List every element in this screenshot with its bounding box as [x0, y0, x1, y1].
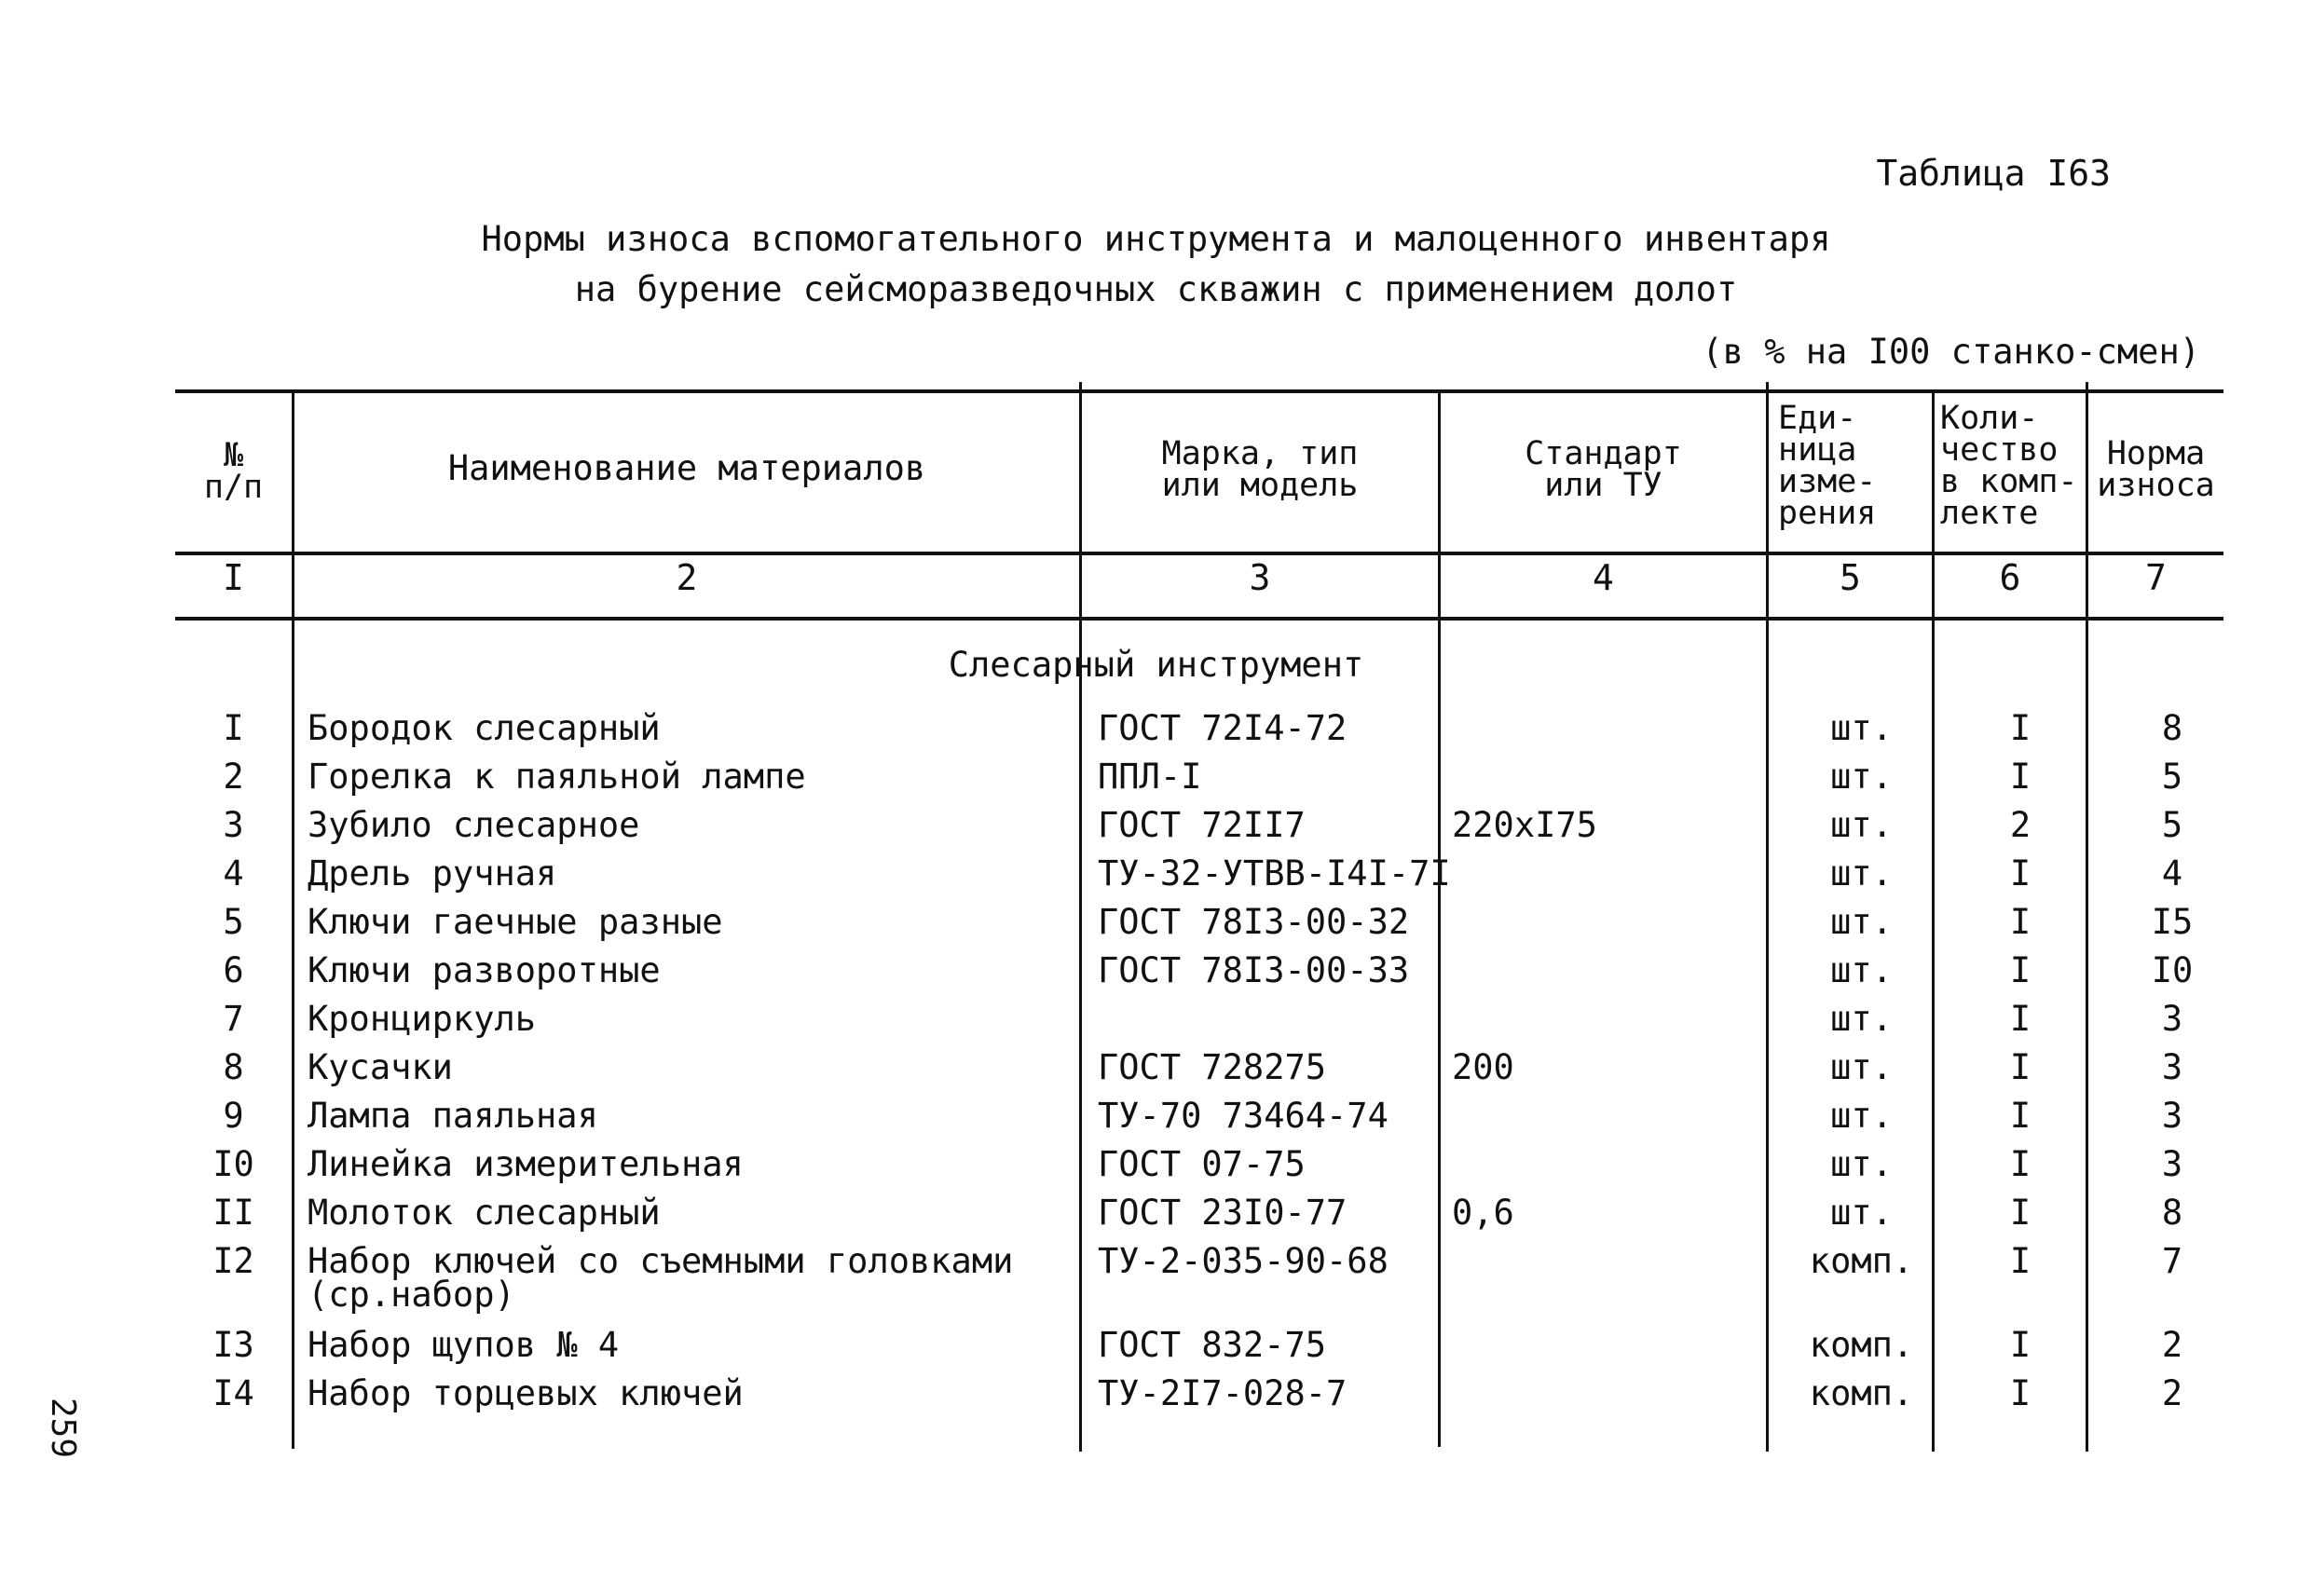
row-mark: ТУ-32-УТВВ-I4I-7I — [1098, 853, 1451, 893]
row-unit: шт. — [1830, 757, 1893, 797]
row-material-name: Горелка к паяльной лампе — [308, 757, 806, 797]
table-row — [0, 758, 2312, 807]
row-material-name: Набор ключей со съемными головками — [308, 1241, 1014, 1281]
table-row — [0, 1243, 2312, 1323]
row-mark: ГОСТ 78I3-00-32 — [1098, 902, 1410, 942]
row-quantity: I — [2009, 902, 2032, 942]
row-unit: шт. — [1830, 950, 1893, 990]
row-mark: ГОСТ 07-75 — [1098, 1144, 1306, 1184]
row-unit: комп. — [1809, 1241, 1914, 1281]
header-unit-line3: изме- — [1778, 463, 1877, 500]
column-number-6: 6 — [1999, 557, 2021, 598]
row-mark: ГОСТ 23I0-77 — [1098, 1193, 1348, 1233]
row-wear-norm: 3 — [2161, 1096, 2183, 1136]
row-quantity: I — [2009, 1241, 2032, 1281]
row-wear-norm: 5 — [2161, 805, 2183, 845]
row-number: I2 — [212, 1241, 254, 1281]
row-wear-norm: I0 — [2151, 950, 2194, 990]
row-standard: 220хI75 — [1452, 805, 1597, 845]
table-row — [0, 904, 2312, 952]
row-material-name-continued: (ср.набор) — [308, 1275, 515, 1315]
table-row — [0, 1194, 2312, 1243]
row-standard: 0,6 — [1452, 1193, 1514, 1233]
row-material-name: Молоток слесарный — [308, 1193, 661, 1233]
row-number: 4 — [223, 853, 244, 893]
header-bottom-rule — [175, 552, 2223, 555]
column-number-3: 3 — [1249, 557, 1271, 598]
header-number-line2: п/п — [203, 469, 264, 506]
table-heading-line2: на бурение сейсморазведочных скважин с применением долот — [574, 269, 1738, 309]
header-standard-line1: Стандарт — [1525, 435, 1682, 472]
table-row — [0, 1146, 2312, 1194]
row-mark: ТУ-2I7-028-7 — [1098, 1373, 1348, 1413]
row-wear-norm: 7 — [2161, 1241, 2183, 1281]
row-material-name: Набор торцевых ключей — [308, 1373, 744, 1413]
row-quantity: I — [2009, 1144, 2032, 1184]
header-standard-line2: или ТУ — [1544, 467, 1662, 504]
row-material-name: Бородок слесарный — [308, 708, 661, 748]
row-unit: шт. — [1830, 805, 1893, 845]
table-row — [0, 855, 2312, 904]
row-quantity: I — [2009, 1047, 2032, 1087]
row-unit: шт. — [1830, 1096, 1893, 1136]
row-unit: комп. — [1809, 1373, 1914, 1413]
header-unit — [1778, 400, 1877, 532]
header-norm-line2: износа — [2097, 467, 2215, 504]
header-norm-line1: Норма — [2106, 435, 2206, 472]
header-mark-line1: Марка, тип — [1161, 435, 1359, 472]
table-heading-line1: Нормы износа вспомогательного инструмента и малоценного инвентаря — [481, 219, 1831, 259]
header-quantity-line2: чество — [1940, 431, 2059, 469]
row-number: 7 — [223, 999, 244, 1039]
row-quantity: I — [2009, 708, 2032, 748]
column-number-2: 2 — [676, 557, 698, 598]
row-quantity: I — [2009, 1325, 2032, 1365]
row-mark: ТУ-2-035-90-68 — [1098, 1241, 1389, 1281]
row-material-name: Набор щупов № 4 — [308, 1325, 620, 1365]
row-material-name: Зубило слесарное — [308, 805, 640, 845]
row-mark: ГОСТ 832-75 — [1098, 1325, 1327, 1365]
row-material-name: Кронциркуль — [308, 999, 537, 1039]
header-quantity-line4: лекте — [1940, 495, 2039, 532]
header-quantity-line3: в комп- — [1940, 463, 2078, 500]
row-material-name: Линейка измерительная — [308, 1144, 744, 1184]
column-number-4: 4 — [1593, 557, 1614, 598]
table-row — [0, 807, 2312, 855]
header-number — [175, 437, 292, 506]
row-mark: ГОСТ 728275 — [1098, 1047, 1327, 1087]
row-number: 5 — [223, 902, 244, 942]
row-quantity: I — [2009, 757, 2032, 797]
header-unit-line1: Еди- — [1778, 400, 1857, 437]
row-material-name: Лампа паяльная — [308, 1096, 598, 1136]
row-unit: шт. — [1830, 708, 1893, 748]
row-wear-norm: 3 — [2161, 999, 2183, 1039]
column-numbers-rule — [175, 617, 2223, 621]
header-wear-norm — [2088, 435, 2223, 504]
row-number: I3 — [212, 1325, 254, 1365]
table-label: Таблица I63 — [1876, 153, 2111, 194]
row-material-name: Ключи гаечные разные — [308, 902, 723, 942]
row-material-name: Дрель ручная — [308, 853, 557, 893]
row-wear-norm: 5 — [2161, 757, 2183, 797]
header-standard — [1441, 435, 1766, 504]
row-mark: ГОСТ 78I3-00-33 — [1098, 950, 1410, 990]
table-row — [0, 710, 2312, 758]
table-row — [0, 1001, 2312, 1049]
row-unit: шт. — [1830, 1047, 1893, 1087]
header-material-name: Наименование материалов — [447, 448, 926, 488]
section-title: Слесарный инструмент — [948, 645, 1364, 685]
row-quantity: I — [2009, 1096, 2032, 1136]
row-unit: шт. — [1830, 999, 1893, 1039]
row-mark: ГОСТ 72II7 — [1098, 805, 1306, 845]
header-number-line1: № — [223, 437, 244, 474]
units-note: (в % на I00 станко-смен) — [1702, 332, 2200, 372]
table-row — [0, 952, 2312, 1001]
row-wear-norm: I5 — [2151, 902, 2194, 942]
row-quantity: I — [2009, 853, 2032, 893]
row-quantity: I — [2009, 1193, 2032, 1233]
row-number: I4 — [212, 1373, 254, 1413]
row-number: 2 — [223, 757, 244, 797]
row-number: 8 — [223, 1047, 244, 1087]
header-unit-line2: ница — [1778, 431, 1857, 469]
row-unit: шт. — [1830, 853, 1893, 893]
row-quantity: I — [2009, 999, 2032, 1039]
row-wear-norm: 3 — [2161, 1144, 2183, 1184]
row-number: 9 — [223, 1096, 244, 1136]
row-unit: шт. — [1830, 1144, 1893, 1184]
row-wear-norm: 3 — [2161, 1047, 2183, 1087]
row-mark: ППЛ-I — [1098, 757, 1202, 797]
row-unit: шт. — [1830, 1193, 1893, 1233]
row-wear-norm: 2 — [2161, 1373, 2183, 1413]
row-number: 3 — [223, 805, 244, 845]
header-quantity-line1: Коли- — [1940, 400, 2039, 437]
row-quantity: I — [2009, 950, 2032, 990]
table-row — [0, 1049, 2312, 1098]
header-mark-line2: или модель — [1161, 467, 1359, 504]
row-material-name: Кусачки — [308, 1047, 453, 1087]
row-number: II — [212, 1193, 254, 1233]
row-number: I — [223, 708, 244, 748]
row-mark: ТУ-70 73464-74 — [1098, 1096, 1389, 1136]
header-quantity — [1940, 400, 2078, 532]
row-standard: 200 — [1452, 1047, 1514, 1087]
table-top-rule — [175, 389, 2223, 393]
row-wear-norm: 2 — [2161, 1325, 2183, 1365]
row-wear-norm: 8 — [2161, 708, 2183, 748]
row-number: 6 — [223, 950, 244, 990]
row-mark: ГОСТ 72I4-72 — [1098, 708, 1348, 748]
column-number-1: I — [223, 557, 244, 598]
page-number: 259 — [44, 1398, 82, 1459]
row-wear-norm: 8 — [2161, 1193, 2183, 1233]
header-mark-type — [1082, 435, 1438, 504]
row-wear-norm: 4 — [2161, 853, 2183, 893]
table-row — [0, 1098, 2312, 1146]
column-number-5: 5 — [1840, 557, 1861, 598]
row-unit: шт. — [1830, 902, 1893, 942]
row-quantity: 2 — [2009, 805, 2032, 845]
row-number: I0 — [212, 1144, 254, 1184]
row-quantity: I — [2009, 1373, 2032, 1413]
row-unit: комп. — [1809, 1325, 1914, 1365]
row-material-name: Ключи разворотные — [308, 950, 661, 990]
column-number-7: 7 — [2145, 557, 2167, 598]
table-row — [0, 1327, 2312, 1375]
table-row — [0, 1375, 2312, 1424]
header-unit-line4: рения — [1778, 495, 1877, 532]
